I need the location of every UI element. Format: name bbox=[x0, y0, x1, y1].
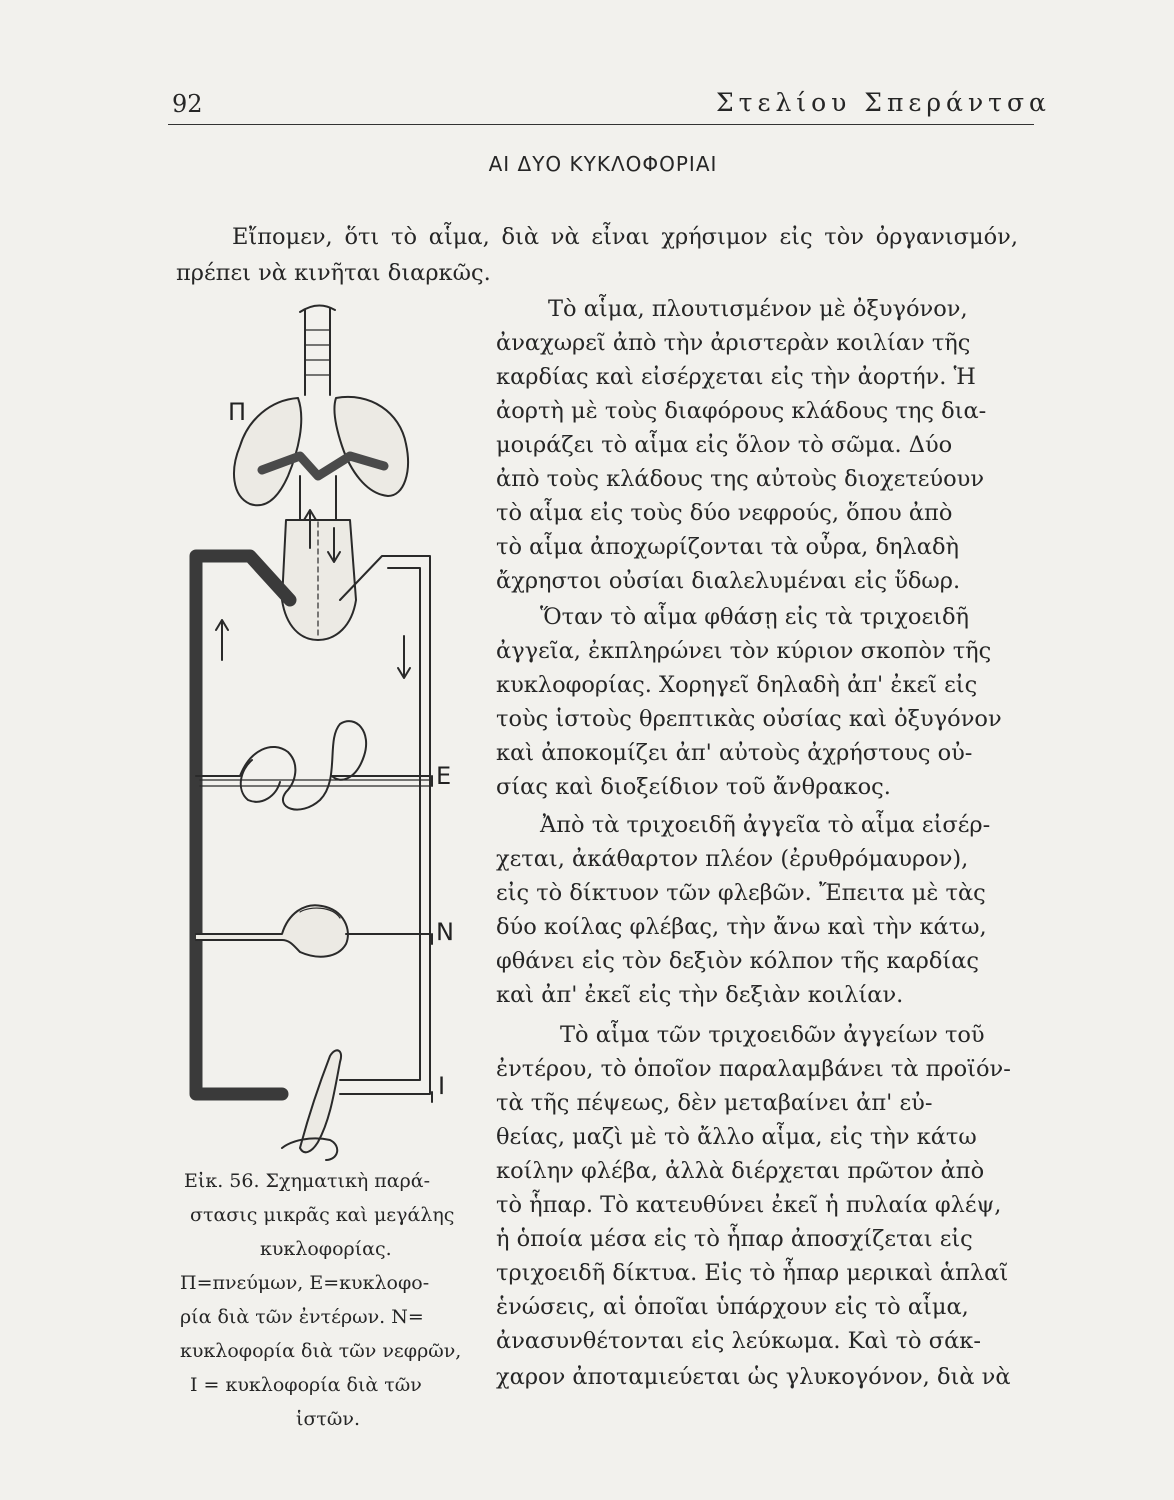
arrow-up-left bbox=[216, 620, 228, 660]
body-line: ἐντέρου, τὸ ὁποῖον παραλαμβάνει τὰ προϊόν- bbox=[496, 1056, 1011, 1082]
running-header: Στελίου Σπεράντσα bbox=[716, 88, 1051, 117]
body-line: Τὸ αἷμα, πλουτισμένον μὲ ὀξυγόνον, bbox=[548, 296, 968, 322]
body-line: κυκλοφορίας. Χορηγεῖ δηλαδὴ ἀπ' ἐκεῖ εἰς bbox=[496, 672, 978, 698]
caption-line: κυκλοφορία διὰ τῶν νεφρῶν, bbox=[180, 1340, 462, 1362]
lung-right-drawing bbox=[334, 397, 408, 496]
label-iota: Ι bbox=[438, 1072, 446, 1100]
body-line: καρδίας καὶ εἰσέρχεται εἰς τὴν ἀορτήν. Ἡ bbox=[496, 364, 976, 390]
body-line: καὶ ἀποκομίζει ἀπ' αὐτοὺς ἀχρήστους οὐ- bbox=[496, 740, 973, 766]
body-line: ἀορτὴ μὲ τοὺς διαφόρους κλάδους της δια- bbox=[496, 398, 987, 424]
label-pi: Π bbox=[228, 398, 247, 426]
body-line: τὸ αἷμα εἰς τοὺς δύο νεφρούς, ὅπου ἀπὸ bbox=[496, 500, 953, 526]
kidney-drawing bbox=[196, 905, 348, 956]
body-line: χαρον ἀποταμιεύεται ὡς γλυκογόνον, διὰ νὰ bbox=[496, 1364, 1011, 1390]
body-line: θείας, μαζὶ μὲ τὸ ἄλλο αἷμα, εἰς τὴν κάτω bbox=[496, 1124, 977, 1150]
body-line: φθάνει εἰς τὸν δεξιὸν κόλπον τῆς καρδίας bbox=[496, 948, 980, 974]
intestine-drawing bbox=[196, 721, 430, 809]
body-line: χεται, ἀκάθαρτον πλέον (ἐρυθρόμαυρον), bbox=[496, 846, 969, 872]
body-line: ἀπὸ τοὺς κλάδους της αὐτοὺς διοχετεύουν bbox=[496, 466, 985, 492]
body-line: τὸ ἧπαρ. Τὸ κατευθύνει ἐκεῖ ἡ πυλαία φλέψ, bbox=[496, 1192, 1002, 1218]
body-line: τὸ αἷμα ἀποχωρίζονται τὰ οὖρα, δηλαδὴ bbox=[496, 534, 959, 560]
body-line: κοίλην φλέβα, ἀλλὰ διέρχεται πρῶτον ἀπὸ bbox=[496, 1158, 985, 1184]
left-vein-column bbox=[196, 556, 290, 1094]
body-line: ἀναχωρεῖ ἀπὸ τὴν ἀριστερὰν κοιλίαν τῆς bbox=[496, 330, 971, 356]
body-line: ἑνώσεις, αἱ ὁποῖαι ὑπάρχουν εἰς τὸ αἷμα, bbox=[496, 1294, 969, 1320]
body-line: ἡ ὁποία μέσα εἰς τὸ ἧπαρ ἀποσχίζεται εἰς bbox=[496, 1226, 973, 1252]
body-line: ἀγγεῖα, ἐκπληρώνει τὸν κύριον σκοπὸν τῆς bbox=[496, 638, 992, 664]
body-line: τριχοειδῆ δίκτυα. Εἰς τὸ ἧπαρ μερικαὶ ἁπλαῖ bbox=[496, 1260, 1009, 1286]
body-line: δύο κοίλας φλέβας, τὴν ἄνω καὶ τὴν κάτω, bbox=[496, 914, 987, 940]
page-number: 92 bbox=[172, 90, 203, 118]
arrow-down-right bbox=[398, 636, 410, 678]
caption-line: ρία διὰ τῶν ἐντέρων. Ν= bbox=[180, 1306, 424, 1328]
body-line: τὰ τῆς πέψεως, δὲν μεταβαίνει ἀπ' εὐ- bbox=[496, 1090, 933, 1116]
tissue-drawing bbox=[300, 1050, 341, 1152]
body-line: Εἴπομεν, ὅτι τὸ αἷμα, διὰ νὰ εἶναι χρήσιμον εἰς τὸν ὀργανισμόν, bbox=[232, 224, 1018, 250]
caption-line: Ι = κυκλοφορία διὰ τῶν bbox=[190, 1374, 422, 1396]
body-line: μοιράζει τὸ αἷμα εἰς ὅλον τὸ σῶμα. Δύο bbox=[496, 432, 953, 458]
label-epsilon: Ε bbox=[436, 762, 452, 790]
caption-line: κυκλοφορίας. bbox=[260, 1238, 392, 1260]
caption-line: Π=πνεύμων, Ε=κυκλοφο- bbox=[180, 1272, 430, 1294]
body-line: Ὅταν τὸ αἷμα φθάσῃ εἰς τὰ τριχοειδῆ bbox=[540, 604, 969, 630]
caption-line: Εἰκ. 56. Σχηματικὴ παρά- bbox=[184, 1170, 431, 1192]
body-line: καὶ ἀπ' ἐκεῖ εἰς τὴν δεξιὰν κοιλίαν. bbox=[496, 982, 904, 1008]
section-title: ΑΙ ΔΥΟ ΚΥΚΛΟΦΟΡΙΑΙ bbox=[488, 152, 718, 176]
body-line: ἀνασυνθέτονται εἰς λεύκωμα. Καὶ τὸ σάκ- bbox=[496, 1328, 981, 1354]
trachea-drawing bbox=[300, 305, 335, 395]
right-artery-column bbox=[340, 556, 430, 1094]
body-line: Ἀπὸ τὰ τριχοειδῆ ἀγγεῖα τὸ αἷμα εἰσέρ- bbox=[540, 812, 991, 838]
body-line: σίας καὶ διοξείδιον τοῦ ἄνθρακος. bbox=[496, 774, 891, 800]
body-line: τοὺς ἱστοὺς θρεπτικὰς οὐσίας καὶ ὀξυγόνον bbox=[496, 706, 1002, 732]
caption-line: ἱστῶν. bbox=[296, 1408, 361, 1430]
caption-line: στασις μικρᾶς καὶ μεγάλης bbox=[190, 1204, 455, 1226]
body-line: πρέπει νὰ κινῆται διαρκῶς. bbox=[176, 260, 491, 286]
label-nu: Ν bbox=[436, 918, 454, 946]
body-line: Τὸ αἷμα τῶν τριχοειδῶν ἀγγείων τοῦ bbox=[560, 1022, 985, 1048]
heart-drawing bbox=[282, 520, 356, 640]
body-line: εἰς τὸ δίκτυον τῶν φλεβῶν. Ἔπειτα μὲ τὰς bbox=[496, 880, 986, 906]
body-line: ἄχρηστοι οὐσίαι διαλελυμέναι εἰς ὕδωρ. bbox=[496, 568, 961, 594]
